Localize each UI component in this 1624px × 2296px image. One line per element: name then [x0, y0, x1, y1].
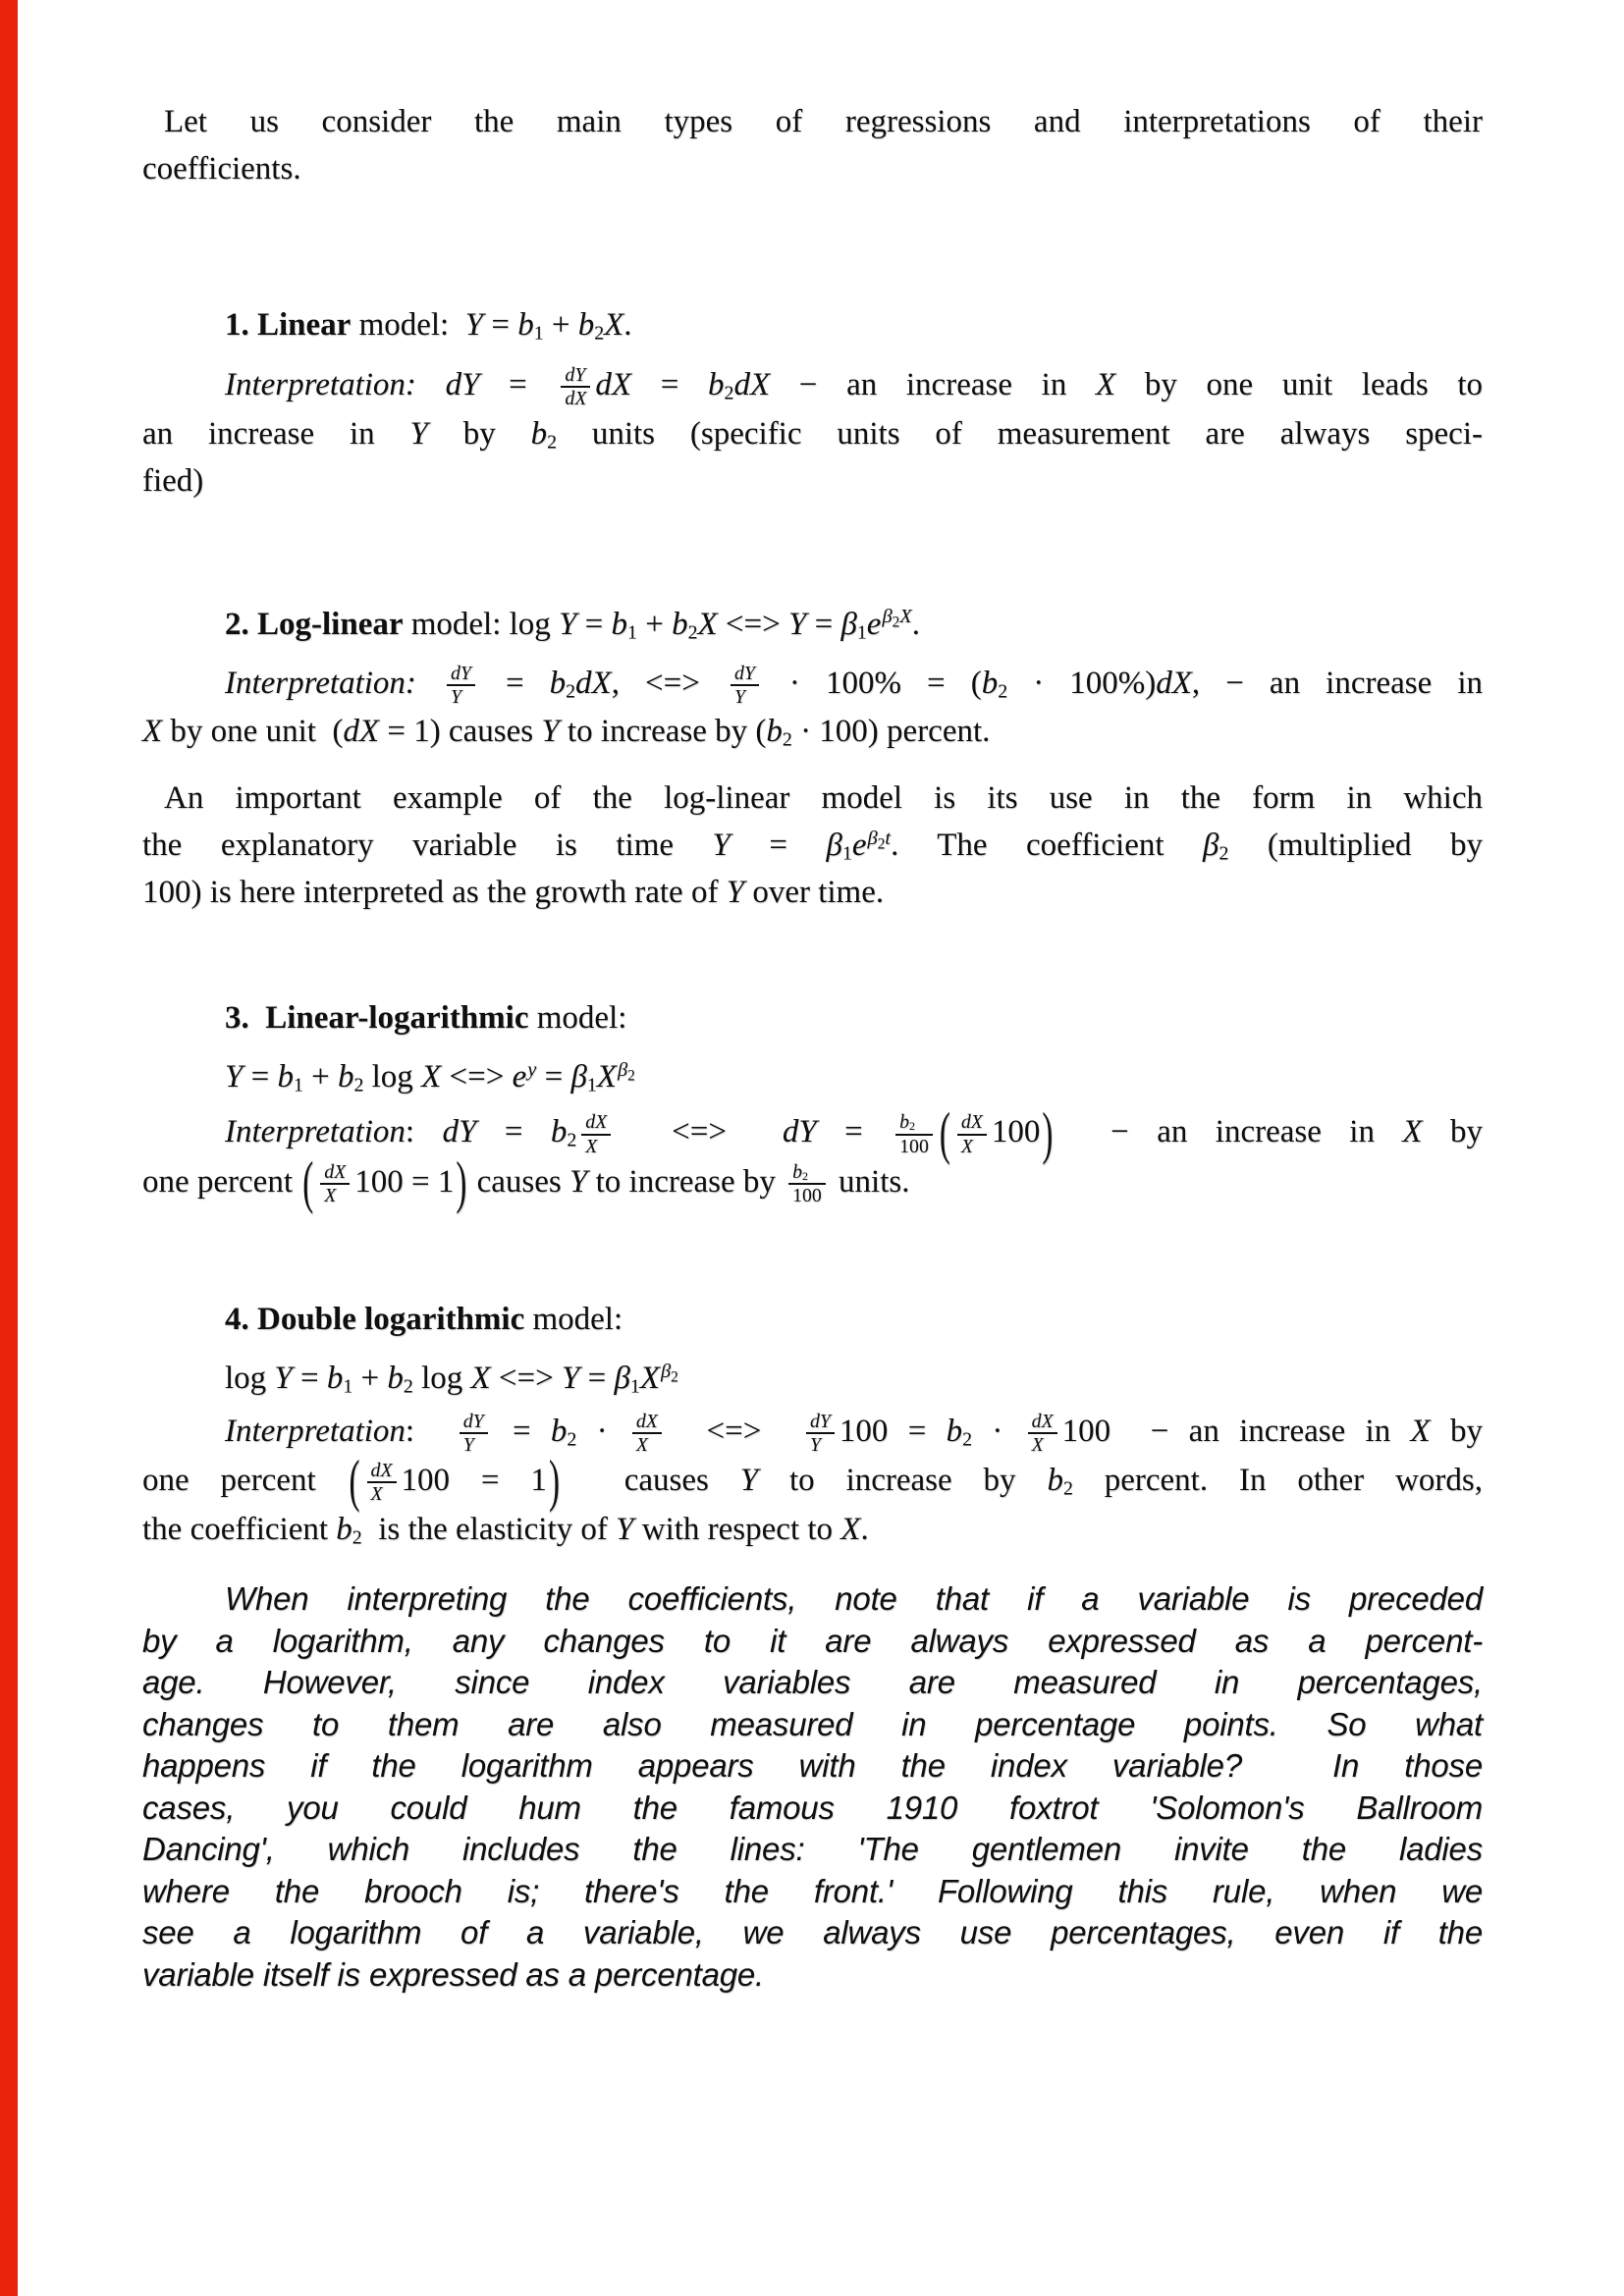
math-subscript: 2: [627, 1067, 635, 1085]
math-var: Y: [409, 415, 428, 452]
math-subscript: 2: [892, 614, 900, 631]
text-run: units.: [830, 1163, 910, 1200]
math-var: dX: [324, 1160, 347, 1183]
text-run: variable itself is expressed as a percentage.: [142, 1955, 765, 1993]
math-var: dY: [733, 662, 755, 684]
math-var: e: [866, 606, 882, 642]
text-line: [142, 1151, 1483, 1216]
text-run: log: [412, 1361, 471, 1397]
math-var: X: [1096, 367, 1116, 402]
math-var: X: [596, 1059, 617, 1095]
text-run: <=>: [666, 1414, 801, 1450]
text-run: 100 = 1: [354, 1163, 455, 1200]
math-subscript: 1: [627, 620, 637, 643]
text-run: =: [479, 665, 550, 701]
math-var: X: [697, 606, 718, 642]
formula-double-logarithmic: [142, 1355, 1483, 1402]
text-line: [142, 601, 1483, 648]
text-line: [142, 1871, 1483, 1913]
math-var: X: [960, 1135, 973, 1157]
math-var: Y: [541, 714, 560, 750]
big-paren: (: [939, 1102, 950, 1167]
math-var: b2: [530, 415, 557, 453]
math-superscript: [527, 1059, 536, 1081]
bold-text: 4. Double logarithmic: [225, 1302, 525, 1338]
text-line: [142, 774, 1483, 822]
text-line: [142, 98, 1483, 145]
math-var: Interpretation:: [225, 665, 442, 701]
interpretation-double-logarithmic: [142, 1408, 1483, 1553]
math-subscript: 2: [403, 1375, 413, 1398]
text-line: [142, 1621, 1483, 1663]
math-var: Y: [616, 1512, 634, 1548]
math-var: Y: [739, 1462, 759, 1498]
text-run: =: [492, 1414, 551, 1450]
text-line: [142, 361, 1483, 410]
math-var: X: [421, 1059, 442, 1095]
text-run: 100 = 1: [401, 1462, 547, 1498]
math-var: b2: [336, 1512, 362, 1549]
math-var: β2: [617, 1058, 635, 1085]
text-run: · 100% = (: [763, 665, 982, 701]
math-var: dX: [595, 367, 632, 402]
text-line: [142, 145, 1483, 192]
math-var: Y: [559, 606, 577, 642]
text-run: =: [536, 1059, 571, 1095]
math-var: β1: [614, 1361, 640, 1398]
math-var: X: [324, 1185, 337, 1207]
text-run: see a logarithm of a variable, we always use percentages, even if the: [142, 1914, 1483, 1951]
text-run: model:: [524, 1302, 623, 1338]
math-var: dX: [960, 1111, 983, 1134]
math-subscript: 2: [998, 679, 1008, 702]
interpretation-linear-logarithmic: [142, 1102, 1484, 1216]
text-run: cases, you could hum the famous 1910 foxtrot 'Solomon's Ballroom: [142, 1789, 1483, 1826]
heading-linear-logarithmic-model: [142, 994, 1483, 1041]
text-run: 100) is here interpreted as the growth rate of: [142, 875, 727, 911]
text-run: Dancing', which includes the lines: 'The gentlemen invite the ladies: [142, 1831, 1483, 1868]
math-var: X: [1410, 1414, 1431, 1450]
math-var: dX: [370, 1459, 393, 1481]
text-run: − an increase in: [1055, 1114, 1403, 1150]
math-var: b2: [1047, 1462, 1073, 1499]
math-fraction: [731, 663, 759, 708]
math-var: Y: [733, 686, 745, 709]
text-run: Let us consider the main types of regressions and interpretations of their: [164, 104, 1483, 139]
text-run: =: [730, 828, 827, 864]
math-subscript: 2: [909, 1119, 915, 1134]
paragraph-interpretation-note: [142, 1578, 1483, 1996]
text-run: causes: [468, 1163, 569, 1200]
text-line: [142, 301, 1483, 348]
text-run: − an increase in: [770, 367, 1096, 402]
math-var: e: [851, 828, 867, 864]
math-var: dY: [445, 367, 480, 402]
math-var: $\beta_2$: [867, 827, 886, 853]
math-var: X: [585, 1135, 598, 1157]
heading-linear-model: [142, 301, 1483, 348]
text-run: model:: [528, 1000, 627, 1037]
text-run: an increase in: [142, 415, 410, 452]
text-run: +: [543, 307, 578, 343]
text-line: [142, 1662, 1483, 1704]
math-var: X: [899, 606, 912, 628]
math-var: dY: [450, 662, 471, 684]
text-run: <=>: [441, 1059, 513, 1095]
text-run: . The coefficient: [891, 828, 1204, 864]
math-subscript: 2: [724, 382, 734, 404]
math-var: Y: [464, 307, 484, 343]
paragraph-log-linear-example: [142, 774, 1483, 916]
math-var: X: [370, 1483, 383, 1506]
math-subscript: 2: [567, 1129, 577, 1151]
math-var: X: [1402, 1114, 1423, 1150]
text-run: by: [1422, 1114, 1484, 1150]
math-var: Y: [809, 1434, 821, 1457]
math-var: Y: [726, 875, 745, 911]
text-run: is the elasticity of: [361, 1512, 617, 1548]
text-line: [142, 1355, 1483, 1402]
math-var: dY: [442, 1114, 477, 1150]
text-run: ·: [576, 1414, 627, 1450]
math-var: e: [512, 1059, 527, 1095]
math-subscript: 1: [343, 1375, 353, 1398]
math-var: dX: [585, 1111, 608, 1134]
math-subscript: 2: [352, 1526, 362, 1549]
math-var: β2: [660, 1360, 678, 1386]
text-run: =: [243, 1059, 278, 1095]
text-run: = 1) causes: [379, 714, 542, 750]
text-run: An important example of the log-linear model is its use in the form in which: [164, 780, 1483, 817]
interpretation-log-linear: [142, 660, 1483, 756]
math-var: Y: [450, 686, 461, 709]
text-run: to increase by (: [559, 714, 767, 750]
math-var: Interpretation:: [225, 367, 446, 402]
text-line: [142, 1506, 1483, 1553]
text-run: =: [576, 606, 612, 642]
text-run: with respect to: [633, 1512, 841, 1548]
math-fraction: [581, 1111, 611, 1156]
math-var: b2: [550, 1114, 577, 1151]
math-subscript: 2: [962, 1428, 973, 1451]
math-var: X: [1031, 1434, 1044, 1457]
math-var: β2: [1203, 828, 1229, 865]
text-line: [142, 410, 1483, 457]
heading-double-logarithmic-model: [142, 1296, 1483, 1343]
text-line: [142, 1408, 1483, 1457]
text-run: units (specific units of measurement are always speci-: [556, 415, 1483, 452]
text-run: =: [806, 606, 841, 642]
text-line: [142, 994, 1483, 1041]
math-subscript: 2: [1218, 842, 1229, 865]
math-fraction: [367, 1460, 397, 1505]
text-run: :: [405, 1114, 443, 1150]
text-run: log: [363, 1059, 422, 1095]
math-var: b2: [708, 367, 734, 404]
text-run: =: [479, 367, 557, 402]
math-var: b2: [338, 1059, 364, 1096]
math-fraction: [320, 1161, 350, 1206]
math-fraction: [561, 364, 590, 409]
bold-text: 2. Log-linear: [225, 606, 404, 642]
text-run: by one unit leads to: [1115, 367, 1483, 402]
text-line: [142, 1829, 1483, 1871]
text-line: [142, 457, 1483, 505]
intro-paragraph: [142, 98, 1483, 192]
math-var: dX: [1156, 665, 1192, 701]
document-body: [142, 98, 1483, 1996]
text-run: 100 − an increase in: [1061, 1414, 1411, 1450]
math-subscript: 1: [293, 1074, 303, 1096]
math-fraction: [957, 1111, 987, 1156]
text-line: [142, 1578, 1483, 1621]
text-run: 100: [899, 1135, 929, 1157]
text-run: =: [292, 1361, 327, 1397]
text-run: <=>: [490, 1361, 562, 1397]
text-run: <=>: [616, 1114, 783, 1150]
math-subscript: 2: [671, 1368, 678, 1386]
text-line: [142, 1053, 1483, 1100]
math-var: b2: [550, 1414, 577, 1451]
text-line: [142, 1102, 1484, 1167]
math-var: dY: [565, 364, 586, 387]
text-run: happens if the logarithm appears with the index variable? In those: [142, 1747, 1483, 1785]
text-run: causes: [561, 1462, 740, 1498]
math-var: t: [885, 827, 892, 849]
heading-log-linear-model: [142, 601, 1483, 648]
text-run: =: [816, 1114, 892, 1150]
text-run: , <=>: [611, 665, 726, 701]
math-var: dX: [635, 1411, 658, 1433]
math-subscript: 2: [877, 835, 886, 853]
text-run: :: [405, 1414, 455, 1450]
text-run: +: [302, 1059, 338, 1095]
text-run: by: [1430, 1414, 1483, 1450]
math-var: b2: [549, 665, 576, 702]
formula-linear-logarithmic: [142, 1053, 1483, 1100]
text-run: one percent: [142, 1163, 301, 1200]
math-var: dY: [782, 1114, 817, 1150]
big-paren: ): [456, 1151, 467, 1216]
left-edge-stripe: [0, 0, 18, 2296]
text-run: by a logarithm, any changes to it are always expressed as a percent-: [142, 1622, 1483, 1659]
math-var: b1: [517, 307, 544, 345]
big-paren: (: [302, 1151, 314, 1216]
math-superscript: [660, 1360, 678, 1386]
math-var: dX: [343, 714, 380, 750]
text-run: =: [483, 307, 518, 343]
text-run: over time.: [744, 875, 885, 911]
math-var: β1: [826, 828, 852, 865]
math-subscript: 1: [629, 1375, 640, 1398]
text-run: the explanatory variable is time: [142, 828, 713, 864]
math-subscript: 2: [594, 322, 605, 345]
math-subscript: 2: [802, 1168, 808, 1183]
math-var: dX: [733, 367, 771, 402]
math-var: β1: [570, 1059, 597, 1096]
math-var: Y: [225, 1059, 244, 1095]
math-fraction: [1028, 1411, 1057, 1456]
big-paren: ): [1042, 1102, 1054, 1167]
math-superscript: [867, 827, 892, 853]
text-run: by: [427, 415, 531, 452]
math-var: Y: [569, 1163, 588, 1200]
math-var: β1: [840, 606, 867, 643]
text-run: <=>: [717, 606, 788, 642]
text-run: model: log: [403, 606, 560, 642]
math-var: b1: [611, 606, 637, 643]
text-run: by one unit (: [162, 714, 344, 750]
text-run: When interpreting the coefficients, note that if a variable is preceded: [225, 1580, 1483, 1618]
bold-text: 1. Linear: [225, 307, 352, 343]
text-line: [142, 1450, 1483, 1515]
text-run: fied): [142, 462, 204, 499]
math-fraction: [632, 1411, 662, 1456]
text-line: [142, 1296, 1483, 1343]
text-line: [142, 1954, 1483, 1997]
text-run: , − an increase in: [1191, 665, 1483, 701]
big-paren: (: [349, 1450, 360, 1515]
math-fraction: [447, 663, 475, 708]
bold-text: 3. Linear-logarithmic: [225, 1000, 529, 1037]
text-run: the coefficient: [142, 1512, 337, 1548]
math-fraction: [788, 1161, 826, 1206]
math-var: b2: [387, 1361, 413, 1398]
text-run: · 100) percent.: [791, 714, 991, 750]
math-var: Y: [562, 1361, 580, 1397]
math-var: dX: [1031, 1411, 1054, 1433]
math-var: $\beta_2$: [882, 606, 900, 631]
text-run: coefficients.: [142, 151, 301, 187]
math-subscript: 1: [533, 322, 544, 345]
text-run: =: [631, 367, 709, 402]
text-run: one percent: [142, 1462, 348, 1498]
math-var: Y: [787, 606, 807, 642]
math-fraction: [460, 1411, 488, 1456]
math-var: Y: [712, 828, 731, 864]
text-run: (multiplied by: [1228, 828, 1483, 864]
math-var: Interpretation: [225, 1414, 406, 1450]
math-var: b2: [577, 307, 605, 345]
big-paren: ): [548, 1450, 560, 1515]
math-var: dX: [565, 388, 587, 410]
math-var: X: [604, 307, 624, 343]
text-line: [142, 1788, 1483, 1830]
text-line: [142, 1704, 1483, 1746]
text-run: 100 =: [839, 1414, 947, 1450]
math-var: b2: [899, 1111, 915, 1134]
math-var: b2: [981, 665, 1008, 702]
text-run: log: [225, 1361, 275, 1397]
math-subscript: 2: [566, 679, 576, 702]
math-var: X: [639, 1361, 660, 1397]
math-var: dY: [462, 1411, 484, 1433]
text-run: ·: [972, 1414, 1023, 1450]
math-var: b2: [672, 606, 698, 643]
math-var: X: [635, 1434, 648, 1457]
math-subscript: 1: [856, 620, 867, 643]
math-var: Interpretation: [225, 1114, 406, 1150]
text-line: [142, 869, 1483, 916]
math-subscript: 2: [567, 1428, 577, 1451]
text-run: age. However, since index variables are measured in percentages,: [142, 1664, 1483, 1701]
text-line: [142, 708, 1483, 755]
text-run: =: [476, 1114, 551, 1150]
math-var: b1: [277, 1059, 303, 1096]
text-line: [142, 660, 1483, 709]
math-var: X: [470, 1361, 491, 1397]
math-var: b2: [792, 1160, 808, 1183]
math-var: Y: [462, 1434, 474, 1457]
interpretation-linear: [142, 361, 1483, 505]
math-var: Y: [274, 1361, 293, 1397]
text-run: where the brooch is; there's the front.' Following this rule, when we: [142, 1872, 1483, 1909]
text-run: .: [911, 606, 921, 642]
text-run: model:: [351, 307, 465, 343]
math-var: X: [142, 714, 163, 750]
math-subscript: 2: [1062, 1476, 1073, 1499]
math-var: dX: [575, 665, 612, 701]
math-fraction: [895, 1111, 933, 1156]
math-subscript: 2: [687, 620, 698, 643]
text-run: to increase by: [758, 1462, 1048, 1498]
text-line: [142, 1745, 1483, 1788]
text-run: to increase by: [587, 1163, 785, 1200]
math-superscript: [617, 1058, 635, 1085]
text-run: changes to them are also measured in percentage points. So what: [142, 1705, 1483, 1742]
math-fraction: [806, 1411, 835, 1456]
text-run: =: [579, 1361, 615, 1397]
math-subscript: 1: [586, 1074, 597, 1096]
text-run: 100: [991, 1114, 1041, 1150]
text-line: [142, 1912, 1483, 1954]
math-subscript: 2: [547, 430, 557, 453]
math-subscript: 1: [841, 842, 852, 865]
text-run: +: [636, 606, 673, 642]
text-run: .: [860, 1512, 869, 1548]
math-superscript: [882, 606, 912, 631]
text-run: 100: [792, 1185, 822, 1207]
text-run: .: [623, 307, 632, 343]
math-var: dY: [809, 1411, 831, 1433]
math-var: b1: [326, 1361, 353, 1398]
math-var: b2: [946, 1414, 973, 1451]
text-line: [142, 822, 1483, 869]
math-subscript: 2: [782, 728, 792, 751]
math-subscript: 2: [353, 1074, 364, 1096]
math-var: y: [527, 1058, 537, 1081]
math-var: b2: [766, 714, 792, 751]
text-run: +: [352, 1361, 388, 1397]
math-var: X: [840, 1512, 861, 1548]
text-run: · 100%): [1007, 665, 1157, 701]
text-run: percent. In other words,: [1072, 1462, 1483, 1498]
